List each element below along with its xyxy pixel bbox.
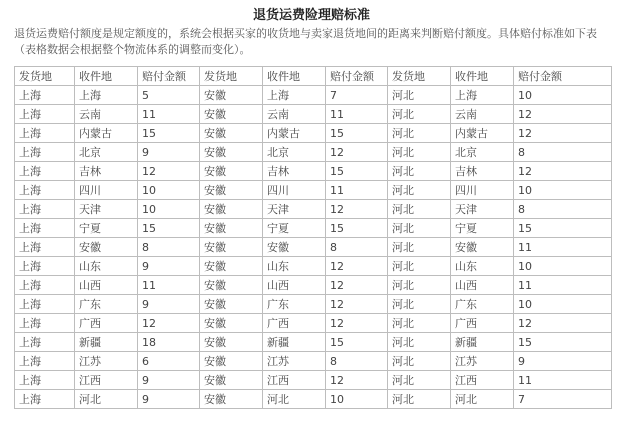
table-cell: 河北: [388, 200, 451, 219]
table-cell: 8: [514, 200, 612, 219]
table-cell: 11: [326, 105, 388, 124]
table-cell: 新疆: [263, 333, 326, 352]
table-cell: 河北: [388, 105, 451, 124]
table-cell: 上海: [15, 162, 75, 181]
table-cell: 内蒙古: [263, 124, 326, 143]
table-cell: 10: [326, 390, 388, 409]
column-header: 发货地: [15, 67, 75, 86]
table-cell: 12: [326, 257, 388, 276]
table-cell: 安徽: [200, 371, 263, 390]
table-row: [15, 276, 612, 295]
table-cell: 江西: [75, 371, 138, 390]
table-cell: 15: [326, 333, 388, 352]
column-header: 收件地: [75, 67, 138, 86]
table-cell: 12: [138, 162, 200, 181]
table-row: [15, 124, 612, 143]
table-cell: 10: [514, 295, 612, 314]
table-cell: 江苏: [75, 352, 138, 371]
table-cell: 10: [138, 200, 200, 219]
table-cell: 9: [138, 143, 200, 162]
table-cell: 河北: [388, 371, 451, 390]
table-cell: 上海: [15, 181, 75, 200]
table-cell: 安徽: [263, 238, 326, 257]
table-cell: 河北: [451, 390, 514, 409]
table-cell: 7: [514, 390, 612, 409]
table-row: [15, 333, 612, 352]
table-cell: 8: [326, 238, 388, 257]
column-header: 赔付金额: [514, 67, 612, 86]
table-cell: 云南: [75, 105, 138, 124]
table-row: [15, 181, 612, 200]
table-cell: 上海: [15, 219, 75, 238]
description-text: 退货运费赔付额度是规定额度的，系统会根据买家的收货地与卖家退货地间的距离来判断赔付额度。具体赔付标准如下表（表格数据会根据整个物流体系的调整而变化）。: [14, 27, 597, 56]
table-cell: 9: [138, 371, 200, 390]
table-row: [15, 162, 612, 181]
table-cell: 安徽: [200, 162, 263, 181]
table-cell: 云南: [263, 105, 326, 124]
table-cell: 9: [138, 390, 200, 409]
table-row: [15, 257, 612, 276]
table-cell: 安徽: [200, 314, 263, 333]
table-cell: 安徽: [200, 295, 263, 314]
table-cell: 河北: [388, 181, 451, 200]
table-cell: 北京: [263, 143, 326, 162]
table-cell: 15: [326, 124, 388, 143]
table-cell: 河北: [388, 86, 451, 105]
table-cell: 河北: [388, 143, 451, 162]
table-cell: 上海: [15, 295, 75, 314]
table-cell: 河北: [388, 162, 451, 181]
table-row: [15, 219, 612, 238]
table-cell: 新疆: [75, 333, 138, 352]
table-cell: 安徽: [200, 86, 263, 105]
column-header: 赔付金额: [326, 67, 388, 86]
table-row: [15, 143, 612, 162]
table-row: [15, 352, 612, 371]
table-cell: 10: [514, 181, 612, 200]
table-cell: 山东: [451, 257, 514, 276]
table-cell: 上海: [15, 352, 75, 371]
table-cell: 6: [138, 352, 200, 371]
table-cell: 吉林: [451, 162, 514, 181]
table-cell: 安徽: [200, 276, 263, 295]
table-cell: 江苏: [451, 352, 514, 371]
table-cell: 新疆: [451, 333, 514, 352]
table-row: [15, 105, 612, 124]
table-cell: 安徽: [200, 333, 263, 352]
table-row: [15, 390, 612, 409]
table-cell: 上海: [15, 238, 75, 257]
table-cell: 河北: [388, 333, 451, 352]
table-cell: 河北: [388, 238, 451, 257]
table-cell: 8: [138, 238, 200, 257]
column-header: 收件地: [263, 67, 326, 86]
table-cell: 11: [138, 276, 200, 295]
table-cell: 15: [138, 124, 200, 143]
table-cell: 安徽: [200, 181, 263, 200]
table-row: [15, 200, 612, 219]
table-cell: 安徽: [200, 105, 263, 124]
column-header: 发货地: [388, 67, 451, 86]
table-cell: 12: [514, 105, 612, 124]
table-cell: 12: [514, 162, 612, 181]
table-cell: 河北: [388, 219, 451, 238]
table-cell: 四川: [75, 181, 138, 200]
column-header: 赔付金额: [138, 67, 200, 86]
table-cell: 广西: [451, 314, 514, 333]
table-cell: 安徽: [200, 238, 263, 257]
table-cell: 12: [326, 276, 388, 295]
table-cell: 广东: [451, 295, 514, 314]
table-cell: 15: [138, 219, 200, 238]
table-cell: 11: [138, 105, 200, 124]
table-cell: 12: [138, 314, 200, 333]
table-cell: 12: [326, 200, 388, 219]
table-cell: 上海: [15, 390, 75, 409]
table-cell: 上海: [15, 200, 75, 219]
table-cell: 上海: [263, 86, 326, 105]
table-cell: 12: [326, 371, 388, 390]
table-cell: 上海: [15, 105, 75, 124]
table-cell: 18: [138, 333, 200, 352]
table-cell: 11: [514, 276, 612, 295]
table-cell: 10: [514, 86, 612, 105]
table-cell: 天津: [75, 200, 138, 219]
table-cell: 上海: [15, 314, 75, 333]
table-cell: 安徽: [200, 200, 263, 219]
table-cell: 山东: [263, 257, 326, 276]
table-cell: 安徽: [200, 219, 263, 238]
table-cell: 12: [514, 314, 612, 333]
table-cell: 9: [138, 295, 200, 314]
table-cell: 宁夏: [263, 219, 326, 238]
table-cell: 上海: [15, 86, 75, 105]
table-cell: 山西: [263, 276, 326, 295]
table-cell: 9: [514, 352, 612, 371]
table-row: [15, 314, 612, 333]
table-cell: 10: [138, 181, 200, 200]
compensation-table: [14, 66, 612, 409]
table-cell: 广东: [75, 295, 138, 314]
table-cell: 上海: [15, 257, 75, 276]
table-cell: 山西: [75, 276, 138, 295]
table-cell: 上海: [15, 124, 75, 143]
column-header: 收件地: [451, 67, 514, 86]
table-cell: 四川: [451, 181, 514, 200]
table-cell: 河北: [75, 390, 138, 409]
table-cell: 12: [326, 314, 388, 333]
table-cell: 10: [514, 257, 612, 276]
table-cell: 广西: [75, 314, 138, 333]
page-title: 退货运费险理赔标准: [252, 8, 370, 23]
table-cell: 天津: [263, 200, 326, 219]
table-cell: 内蒙古: [451, 124, 514, 143]
table-cell: 宁夏: [451, 219, 514, 238]
table-cell: 山东: [75, 257, 138, 276]
table-cell: 上海: [15, 371, 75, 390]
table-cell: 宁夏: [75, 219, 138, 238]
table-cell: 北京: [75, 143, 138, 162]
table-cell: 安徽: [75, 238, 138, 257]
table-cell: 安徽: [200, 390, 263, 409]
table-cell: 安徽: [200, 257, 263, 276]
table-cell: 上海: [451, 86, 514, 105]
table-cell: 吉林: [75, 162, 138, 181]
column-header: 发货地: [200, 67, 263, 86]
table-cell: 15: [326, 162, 388, 181]
table-row: [15, 371, 612, 390]
table-cell: 江西: [263, 371, 326, 390]
table-cell: 安徽: [200, 352, 263, 371]
table-cell: 上海: [15, 143, 75, 162]
table-cell: 河北: [388, 124, 451, 143]
table-cell: 河北: [388, 276, 451, 295]
table-cell: 11: [514, 238, 612, 257]
table-cell: 12: [326, 295, 388, 314]
table-cell: 上海: [75, 86, 138, 105]
table-cell: 8: [326, 352, 388, 371]
table-cell: 15: [514, 219, 612, 238]
table-cell: 安徽: [200, 124, 263, 143]
table-cell: 内蒙古: [75, 124, 138, 143]
table-cell: 吉林: [263, 162, 326, 181]
table-cell: 江西: [451, 371, 514, 390]
table-row: [15, 238, 612, 257]
table-cell: 河北: [388, 257, 451, 276]
table-cell: 河北: [388, 314, 451, 333]
table-cell: 安徽: [200, 143, 263, 162]
table-cell: 河北: [388, 352, 451, 371]
table-cell: 12: [514, 124, 612, 143]
table-cell: 河北: [388, 295, 451, 314]
table-cell: 广东: [263, 295, 326, 314]
table-cell: 11: [514, 371, 612, 390]
table-cell: 11: [326, 181, 388, 200]
table-cell: 9: [138, 257, 200, 276]
table-cell: 7: [326, 86, 388, 105]
table-cell: 江苏: [263, 352, 326, 371]
table-header-row: [15, 67, 612, 86]
table-cell: 5: [138, 86, 200, 105]
table-cell: 12: [326, 143, 388, 162]
table-cell: 15: [514, 333, 612, 352]
table-cell: 15: [326, 219, 388, 238]
table-cell: 上海: [15, 333, 75, 352]
table-cell: 8: [514, 143, 612, 162]
table-cell: 山西: [451, 276, 514, 295]
table-row: [15, 86, 612, 105]
table-cell: 河北: [263, 390, 326, 409]
table-cell: 四川: [263, 181, 326, 200]
table-cell: 云南: [451, 105, 514, 124]
table-cell: 天津: [451, 200, 514, 219]
table-cell: 上海: [15, 276, 75, 295]
table-cell: 河北: [388, 390, 451, 409]
table-cell: 安徽: [451, 238, 514, 257]
table-row: [15, 295, 612, 314]
table-cell: 广西: [263, 314, 326, 333]
table-cell: 北京: [451, 143, 514, 162]
